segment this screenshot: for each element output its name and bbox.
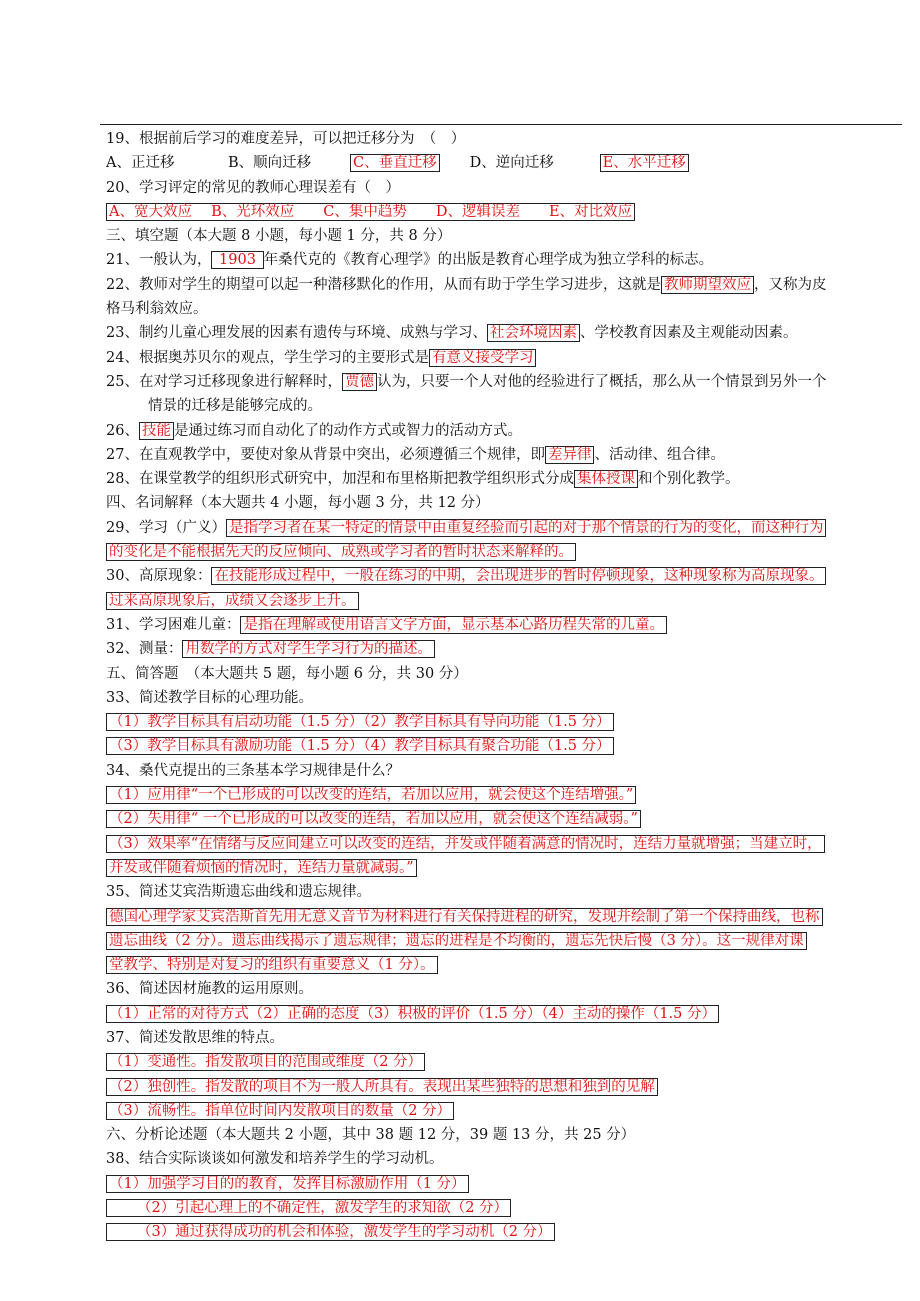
q25-answer: 贾德: [342, 373, 377, 391]
q29-answer-line2: 的变化是不能根据先天的反应倾向、成熟或学习者的暂时状态来解释的。: [106, 543, 576, 561]
q38-answer-3: （3）通过获得成功的机会和体验，激发学生的学习动机（2 分）: [106, 1223, 555, 1241]
q32: 32、测量： 用数学的方式对学生学习行为的描述。: [106, 637, 902, 661]
q38-answer-1: （1）加强学习目的的教育，发挥目标激励作用（1 分）: [106, 1175, 469, 1193]
q22-line2: 格马利翁效应。: [106, 301, 208, 318]
q32-answer: 用数学的方式对学生学习行为的描述。: [182, 640, 435, 658]
q19-stem: 19、根据前后学习的难度差异，可以把迁移分为 （ ）: [106, 131, 466, 147]
q37-answer-3: （3）流畅性。指单位时间内发散项目的数量（2 分）: [106, 1102, 454, 1120]
q19-option-d: D、逆向迁移: [469, 155, 554, 172]
exam-content: [106, 127, 902, 1245]
q23-answer: 社会环境因素: [487, 324, 580, 342]
q19-answer-c: C、垂直迁移: [350, 154, 440, 172]
q33-stem: 33、简述教学目标的心理功能。: [106, 689, 313, 706]
q24-answer: 有意义接受学习: [429, 349, 537, 367]
q21: 21、一般认为， 1903 年桑代克的《教育心理学》的出版是教育心理学成为独立学科的标志。: [106, 252, 714, 269]
q21-answer: 1903: [211, 251, 263, 269]
q37-stem: 37、简述发散思维的特点。: [106, 1029, 284, 1046]
q28: 28、在课堂教学的组织形式研究中，加涅和布里格斯把教学组织形式分成 集体授课 和个别化教学。: [106, 471, 740, 488]
q34-answer-3-line1: （3）效果率“在情绪与反应间建立可以改变的连结，并发或伴随着满意的情况时，连结力量就增强；当建立时，: [106, 835, 825, 853]
q27: 27、在直观教学中，要使对象从背景中突出，必须遵循三个规律，即 差异律 、活动律、组合律。: [106, 446, 725, 463]
q26-answer: 技能: [139, 422, 174, 440]
q33-answer-2: （3）教学目标具有激励功能（1.5 分）（4）教学目标具有聚合功能（1.5 分）: [106, 737, 614, 755]
q19-answer-e: E、水平迁移: [600, 154, 689, 172]
q26: 26、 技能 是通过练习而自动化了的动作方式或智力的活动方式。: [106, 422, 522, 439]
q29: 29、学习（广义） 是指学习者在某一特定的情景中由重复经验而引起的对于那个情景的行为的变化，而这种行为: [106, 516, 902, 540]
q37-answer-2: （2）独创性。指发散的项目不为一般人所具有。表现出某些独特的思想和独到的见解: [106, 1078, 658, 1096]
q35-answer-line1: 德国心理学家艾宾浩斯首先用无意义音节为材料进行有关保持进程的研究，发现并绘制了第一个保持曲线，也称: [106, 908, 823, 926]
q37-answer-1: （1）变通性。指发散项目的范围或维度（2 分）: [106, 1053, 425, 1071]
q30-answer-line2: 过来高原现象后，成绩又会逐步上升。: [106, 592, 359, 610]
section3-title: 三、填空题（本大题 8 小题，每小题 1 分，共 8 分）: [106, 228, 452, 245]
q35-answer-line2: 遗忘曲线（2 分）。遗忘曲线揭示了遗忘规律；遗忘的进程是不均衡的，遗忘先快后慢（3 分）。这一规律对课: [106, 932, 807, 950]
q28-answer: 集体授课: [574, 470, 638, 488]
q25: 25、在对学习迁移现象进行解释时， 贾德 认为，只要一个人对他的经验进行了概括，那么从一个情景到另外一个: [106, 373, 827, 390]
q30: 30、高原现象： 在技能形成过程中，一般在练习的中期，会出现进步的暂时停顿现象，这种现象称为高原现象。: [106, 564, 902, 588]
q33-answer-1: （1）教学目标具有启动功能（1.5 分）（2）教学目标具有导向功能（1.5 分）: [106, 713, 614, 731]
q27-answer: 差异律: [545, 446, 595, 464]
q23: 23、制约儿童心理发展的因素有遗传与环境、成熟与学习、 社会环境因素 、学校教育因素及主观能动因素。: [106, 325, 798, 342]
section5-title: 五、简答题 （本大题共 5 题，每小题 6 分，共 30 分）: [106, 665, 468, 682]
section6-title: 六、分析论述题（本大题共 2 小题，其中 38 题 12 分，39 题 13 分，共 25 分）: [106, 1127, 636, 1144]
q34-answer-1: （1）应用律“一个已形成的可以改变的连结，若加以应用，就会使这个连结增强。”: [106, 786, 636, 804]
q38-answer-2: （2）引起心理上的不确定性，激发学生的求知欲（2 分）: [106, 1199, 511, 1217]
q20-answer: A、宽大效应 B、光环效应 C、集中趋势 D、逻辑误差 E、对比效应: [106, 203, 635, 221]
q24: 24、根据奥苏贝尔的观点，学生学习的主要形式是 有意义接受学习: [106, 346, 902, 370]
q19-option-a: A、正迁移: [106, 155, 175, 172]
section4-title: 四、名词解释（本大题共 4 小题，每小题 3 分，共 12 分）: [106, 495, 490, 512]
q31-answer: 是指在理解或使用语言文字方面，显示基本心路历程失常的儿童。: [240, 616, 667, 634]
q34-stem: 34、桑代克提出的三条基本学习规律是什么？: [106, 762, 400, 779]
q19-option-b: B、顺向迁移: [228, 155, 312, 172]
q22: 22、教师对学生的期望可以起一种潜移默化的作用，从而有助于学生学习进步，这就是 教师期望效应 ，又称为皮: [106, 276, 827, 293]
q31: 31、学习困难儿童： 是指在理解或使用语言文字方面，显示基本心路历程失常的儿童。: [106, 613, 902, 637]
q34-answer-2: （2）失用律“ 一个已形成的可以改变的连结，若加以应用，就会使这个连结减弱。”: [106, 810, 641, 828]
q20-stem: 20、学习评定的常见的教师心理误差有（ ）: [106, 179, 400, 196]
header-rule: [100, 124, 902, 125]
q29-answer-line1: 是指学习者在某一特定的情景中由重复经验而引起的对于那个情景的行为的变化，而这种行为: [226, 519, 827, 537]
q30-answer-line1: 在技能形成过程中，一般在练习的中期，会出现进步的暂时停顿现象，这种现象称为高原现象。: [211, 567, 826, 585]
q25-line2: 情景的迁移是能够完成的。: [148, 398, 322, 415]
q22-answer: 教师期望效应: [661, 276, 754, 294]
q35-stem: 35、简述艾宾浩斯遗忘曲线和遗忘规律。: [106, 884, 371, 901]
q34-answer-3-line2: 并发或伴随着烦恼的情况时，连结力量就减弱。”: [106, 859, 417, 877]
q36-answer: （1）正常的对待方式（2）正确的态度（3）积极的评价（1.5 分）（4）主动的操作（1.5 分）: [106, 1005, 719, 1023]
q35-answer-line3: 堂教学、特别是对复习的组织有重要意义（1 分）。: [106, 956, 438, 974]
q19-options: [106, 151, 902, 175]
q36-stem: 36、简述因材施教的运用原则。: [106, 981, 313, 998]
q38-stem: 38、结合实际谈谈如何激发和培养学生的学习动机。: [106, 1151, 444, 1168]
